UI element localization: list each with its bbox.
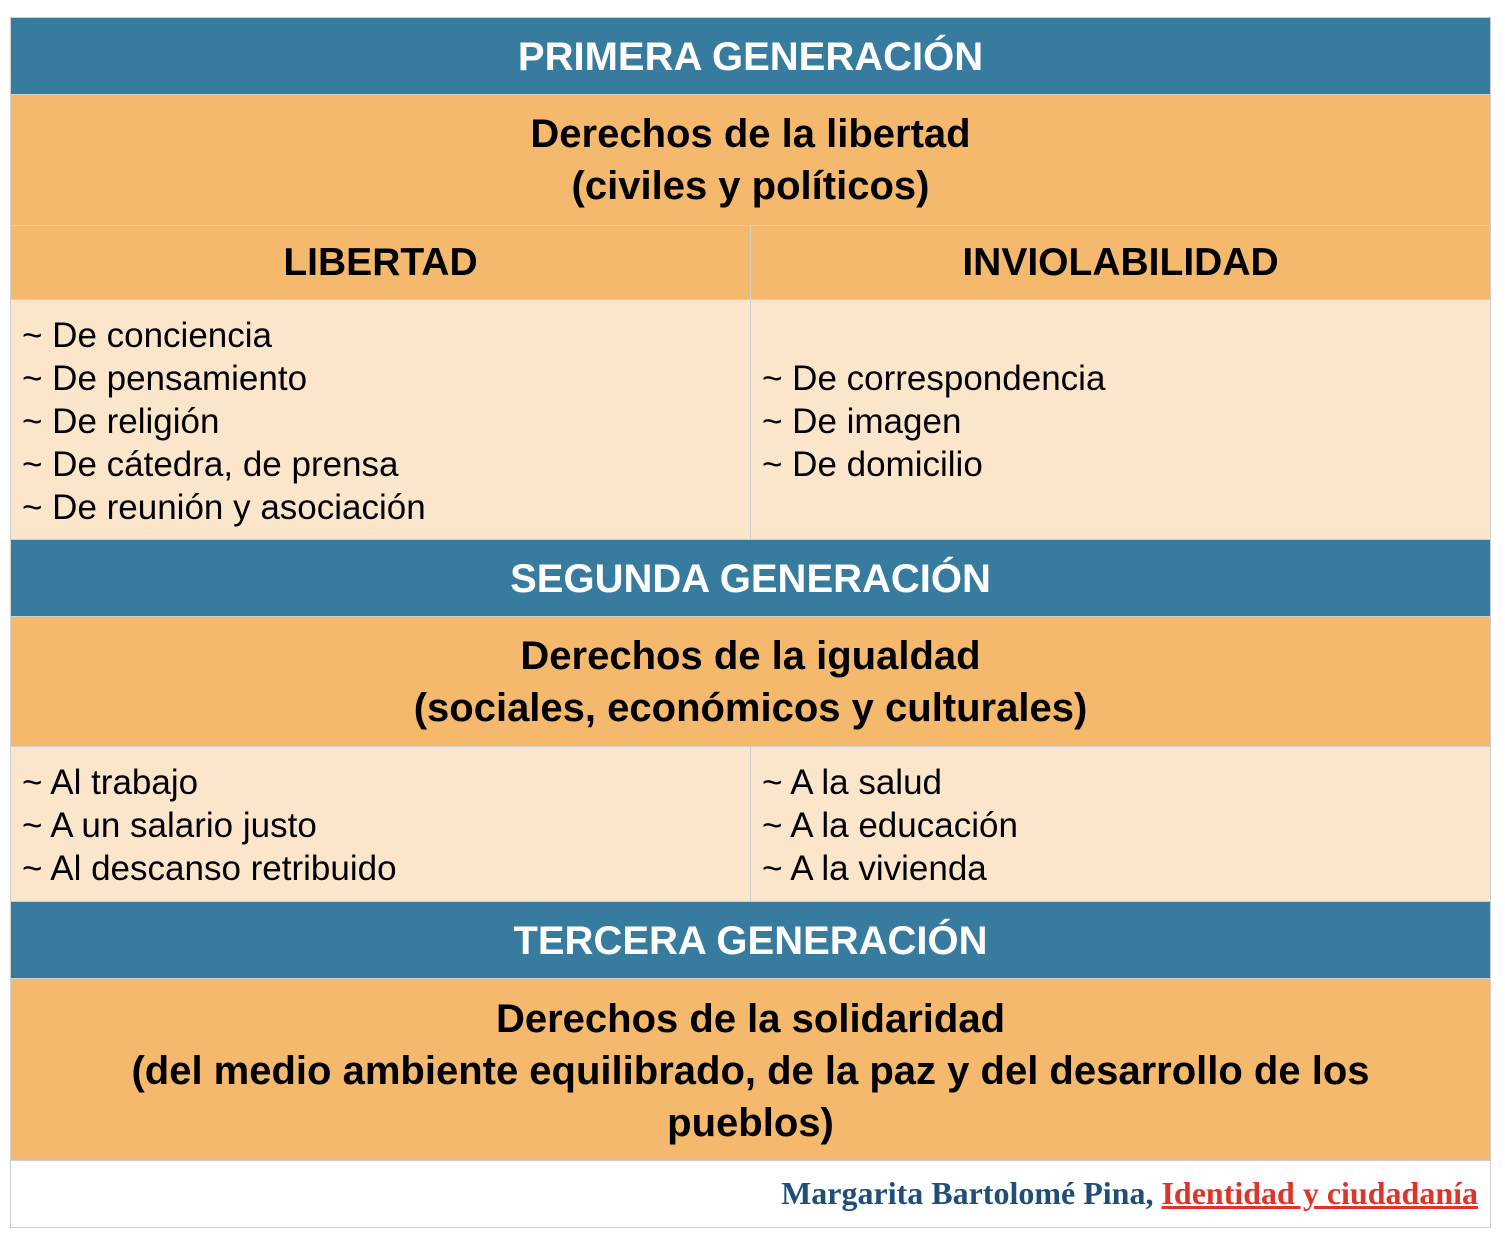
credit-footer	[11, 1161, 1490, 1227]
list-item: ~ De cátedra, de prensa	[22, 445, 399, 484]
third-title-line3: pueblos)	[667, 1101, 834, 1145]
first-items-row	[11, 300, 1490, 540]
second-right-list	[751, 747, 1490, 901]
list-item: ~ De reunión y asociación	[22, 488, 426, 527]
third-title-line2: (del medio ambiente equilibrado, de la paz y del desarrollo de los	[131, 1049, 1370, 1093]
first-title-line1: Derechos de la libertad	[530, 112, 971, 156]
list-item: ~ Al trabajo	[22, 763, 199, 802]
list-item: ~ De religión	[22, 402, 220, 441]
second-generation-heading: SEGUNDA GENERACIÓN	[11, 540, 1490, 617]
second-title-line1: Derechos de la igualdad	[520, 634, 981, 678]
list-item: ~ A un salario justo	[22, 806, 317, 845]
list-item: ~ De domicilio	[762, 445, 983, 484]
second-title-line2: (sociales, económicos y culturales)	[413, 686, 1088, 730]
list-item: ~ De pensamiento	[22, 359, 308, 398]
libertad-list	[11, 300, 751, 539]
credit-separator: ,	[1145, 1175, 1154, 1211]
libertad-header: LIBERTAD	[11, 226, 751, 299]
third-generation-title	[11, 979, 1490, 1161]
third-generation-heading: TERCERA GENERACIÓN	[11, 902, 1490, 979]
list-item: ~ De conciencia	[22, 316, 273, 355]
inviolabilidad-list	[751, 300, 1490, 539]
rights-generations-table	[10, 17, 1491, 1228]
third-title-line1: Derechos de la solidaridad	[495, 997, 1006, 1041]
first-generation-title	[11, 95, 1490, 226]
first-generation-heading: PRIMERA GENERACIÓN	[11, 18, 1490, 95]
list-item: ~ Al descanso retribuido	[22, 849, 397, 888]
list-item: ~ A la vivienda	[762, 849, 987, 888]
inviolabilidad-header: INVIOLABILIDAD	[751, 226, 1490, 299]
second-generation-title	[11, 617, 1490, 747]
source-link[interactable]: Identidad y ciudadanía	[1161, 1175, 1478, 1211]
list-item: ~ De correspondencia	[762, 359, 1106, 398]
list-item: ~ De imagen	[762, 402, 962, 441]
author-name: Margarita Bartolomé Pina	[781, 1175, 1146, 1211]
first-column-headers	[11, 226, 1490, 300]
list-item: ~ A la salud	[762, 763, 943, 802]
first-title-line2: (civiles y políticos)	[571, 164, 930, 208]
second-items-row	[11, 747, 1490, 902]
second-left-list	[11, 747, 751, 901]
list-item: ~ A la educación	[762, 806, 1018, 845]
